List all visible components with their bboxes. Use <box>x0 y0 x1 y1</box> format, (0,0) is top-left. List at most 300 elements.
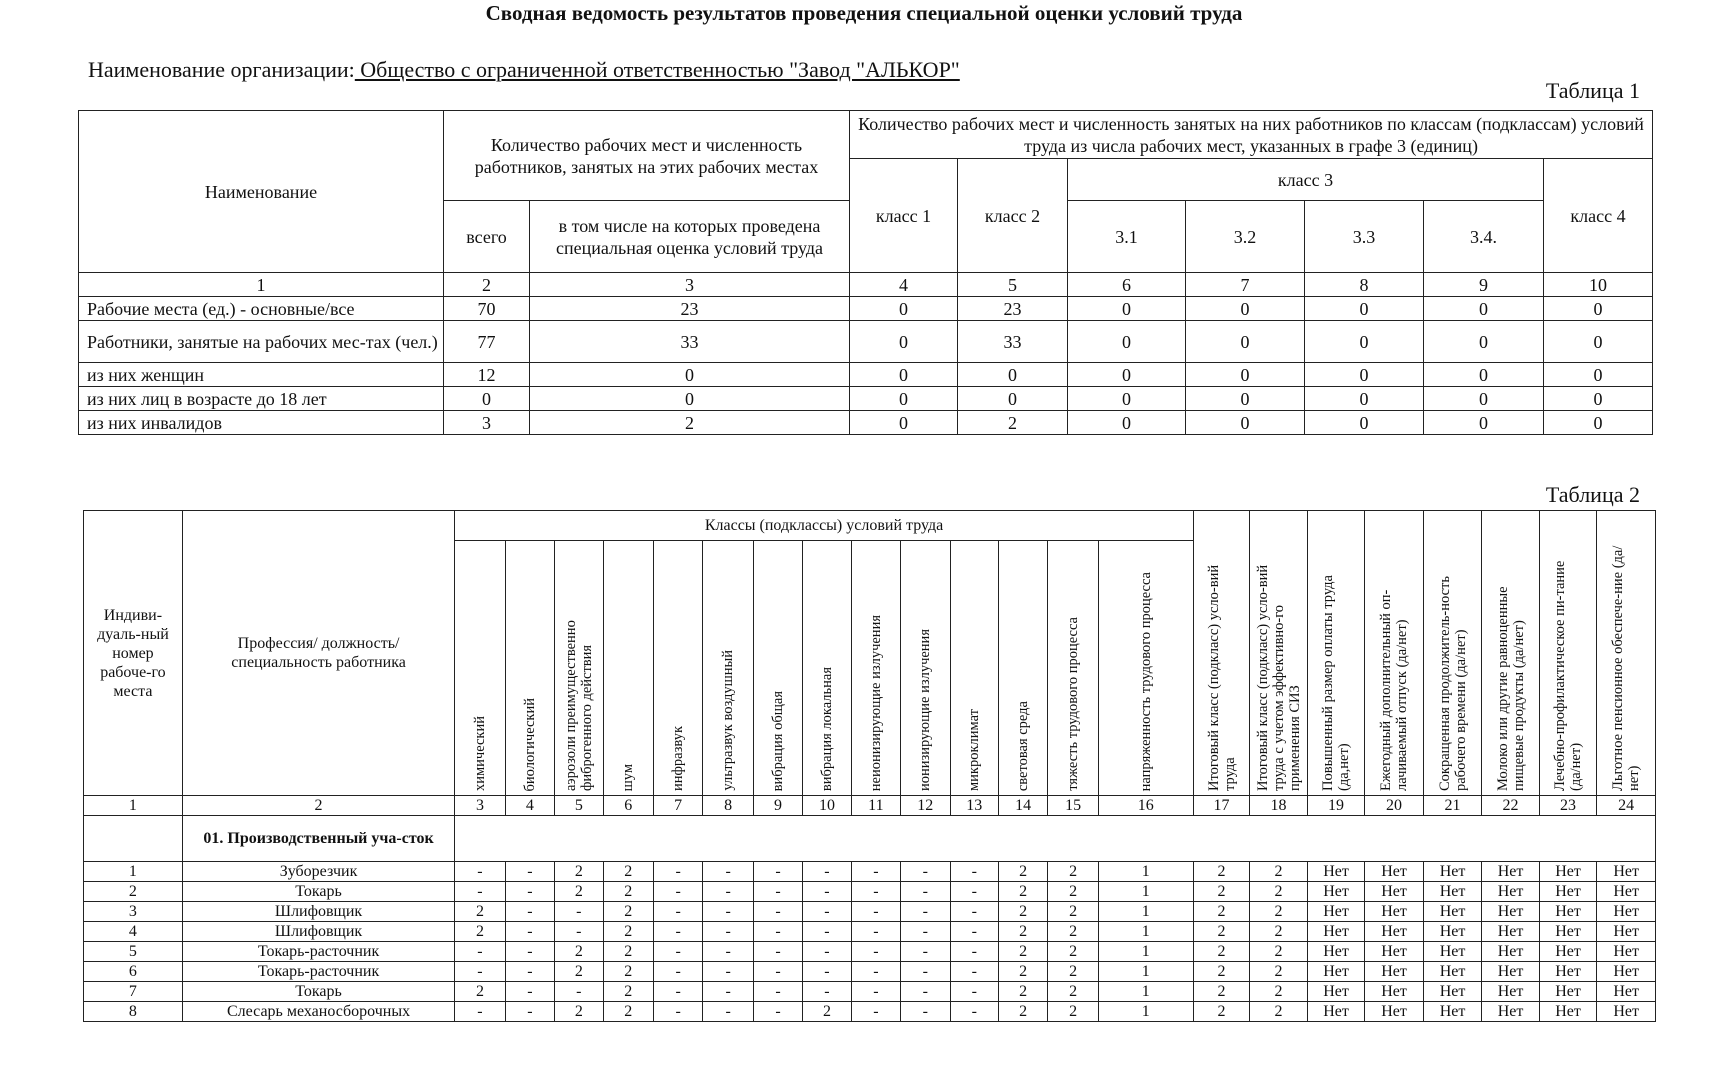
t1-cell: 0 <box>1186 363 1305 387</box>
t1-row <box>79 297 1653 321</box>
t2-header-factor-text: ионизирующие излучения <box>917 628 934 791</box>
t2-cell: - <box>851 1002 900 1022</box>
t2-cell: - <box>803 882 851 902</box>
t2-cell: Нет <box>1423 982 1482 1002</box>
t2-cell: Нет <box>1539 962 1597 982</box>
t1-cell: 0 <box>1186 321 1305 363</box>
t2-col-number: 10 <box>803 796 851 816</box>
t2-row <box>84 942 1656 962</box>
t1-cell: 12 <box>444 363 530 387</box>
t1-cell: 33 <box>530 321 850 363</box>
t2-header-factor <box>803 541 851 796</box>
t2-cell: - <box>901 942 950 962</box>
t2-col-number: 16 <box>1098 796 1193 816</box>
t2-header-extra <box>1482 511 1540 796</box>
t2-row-id: 3 <box>84 902 183 922</box>
t2-cell: - <box>653 962 702 982</box>
t2-cell: - <box>851 942 900 962</box>
t2-cell: 2 <box>998 902 1047 922</box>
t1-cell: 0 <box>850 297 958 321</box>
t1-cell: 0 <box>850 411 958 435</box>
t2-header-profession: Профессия/ должность/ специальность работника <box>182 511 454 796</box>
t2-col-number: 20 <box>1365 796 1424 816</box>
t2-col-number: 22 <box>1482 796 1540 816</box>
document-title: Сводная ведомость результатов проведения специальной оценки условий труда <box>485 1 1243 25</box>
t2-cell: 2 <box>1250 862 1308 882</box>
t2-cell: 2 <box>1048 962 1098 982</box>
t2-cell: - <box>703 1002 753 1022</box>
t2-header-extra <box>1597 511 1656 796</box>
t2-cell: - <box>753 862 802 882</box>
t2-cell: 2 <box>603 922 653 942</box>
t2-cell: - <box>653 1002 702 1022</box>
t2-header-factor <box>455 541 505 796</box>
t2-cell: 2 <box>603 1002 653 1022</box>
t1-row-name: Рабочие места (ед.) - основные/все <box>79 297 444 321</box>
t2-row-id: 5 <box>84 942 183 962</box>
t1-cell: 0 <box>850 321 958 363</box>
t2-cell: - <box>803 922 851 942</box>
t1-cell: 3 <box>444 411 530 435</box>
t1-cell: 0 <box>1068 321 1186 363</box>
t2-cell: 2 <box>1193 902 1249 922</box>
t2-cell: - <box>901 882 950 902</box>
t2-cell: - <box>653 942 702 962</box>
t2-cell: 2 <box>1193 882 1249 902</box>
t2-header-extra-text: Ежегодный дополнительный оп-лачиваемый отпуск (да/нет) <box>1378 589 1411 791</box>
t2-cell: Нет <box>1307 922 1365 942</box>
t2-header-extra-text: Сокращенная продолжитель-ность рабочего времени (да/нет) <box>1436 575 1469 791</box>
t1-header-c33: 3.3 <box>1305 201 1424 273</box>
t2-header-factor <box>753 541 802 796</box>
t2-row-id: 8 <box>84 1002 183 1022</box>
t2-cell: 2 <box>1250 882 1308 902</box>
t2-cell: Нет <box>1365 922 1424 942</box>
t2-row <box>84 982 1656 1002</box>
t2-header-factor <box>998 541 1047 796</box>
t2-cell: - <box>703 922 753 942</box>
t2-header-factor-text: аэрозоли преимущественно фиброгенного действия <box>562 620 595 791</box>
t2-cell: Нет <box>1423 1002 1482 1022</box>
t2-cell: - <box>803 902 851 922</box>
t2-cell: 2 <box>603 962 653 982</box>
t2-cell: - <box>950 862 998 882</box>
t2-cell: - <box>653 882 702 902</box>
t2-header-factor <box>703 541 753 796</box>
t2-cell: 2 <box>998 982 1047 1002</box>
t2-header-factor <box>603 541 653 796</box>
t2-cell: 1 <box>1098 922 1193 942</box>
t1-cell: 0 <box>1544 321 1653 363</box>
t2-col-number: 4 <box>505 796 554 816</box>
t2-cell: Нет <box>1365 1002 1424 1022</box>
t2-cell: - <box>950 982 998 1002</box>
t2-cell: - <box>703 942 753 962</box>
t2-section-empty-id <box>84 816 183 862</box>
t1-cell: 0 <box>958 363 1068 387</box>
t2-cell: - <box>901 862 950 882</box>
t2-header-factor-text: инфразвук <box>670 726 687 791</box>
t2-cell: 2 <box>998 962 1047 982</box>
t2-cell: - <box>901 962 950 982</box>
t2-row-id: 6 <box>84 962 183 982</box>
t1-cell: 0 <box>1305 363 1424 387</box>
t2-row-profession: Шлифовщик <box>182 902 454 922</box>
t2-row-id: 7 <box>84 982 183 1002</box>
t2-header-factor-text: микроклимат <box>966 709 983 791</box>
t2-col-number: 13 <box>950 796 998 816</box>
t2-cell: - <box>950 902 998 922</box>
t1-header-c32: 3.2 <box>1186 201 1305 273</box>
t2-cell: 2 <box>1193 942 1249 962</box>
t2-row <box>84 962 1656 982</box>
t2-header-factor-text: вибрация общая <box>770 690 787 791</box>
t2-cell: - <box>505 882 554 902</box>
t2-cell: 2 <box>603 902 653 922</box>
organization-line <box>88 56 960 84</box>
t2-cell: Нет <box>1539 1002 1597 1022</box>
t2-cell: 2 <box>1250 962 1308 982</box>
t1-col-number: 9 <box>1424 273 1544 297</box>
t2-header-extra <box>1539 511 1597 796</box>
t1-row-name: Работники, занятые на рабочих мес-тах (чел.) <box>79 321 444 363</box>
t2-cell: Нет <box>1307 962 1365 982</box>
t1-row <box>79 411 1653 435</box>
t2-cell: 2 <box>1250 902 1308 922</box>
t2-row-profession: Токарь <box>182 982 454 1002</box>
t2-cell: Нет <box>1482 882 1540 902</box>
t2-header-factor-text: напряженность трудового процесса <box>1137 571 1154 791</box>
t2-cell: Нет <box>1423 882 1482 902</box>
t2-cell: Нет <box>1482 982 1540 1002</box>
t1-cell: 0 <box>1424 387 1544 411</box>
t2-header-extra <box>1423 511 1482 796</box>
t2-cell: Нет <box>1482 962 1540 982</box>
t2-cell: - <box>455 962 505 982</box>
t2-cell: - <box>851 982 900 1002</box>
t2-cell: 2 <box>998 882 1047 902</box>
t2-cell: - <box>703 862 753 882</box>
t1-cell: 0 <box>1068 363 1186 387</box>
t2-cell: - <box>455 942 505 962</box>
t2-cell: 2 <box>1193 1002 1249 1022</box>
t2-cell: - <box>803 982 851 1002</box>
t2-header-factor-text: шум <box>620 763 637 791</box>
t2-row <box>84 902 1656 922</box>
t1-row <box>79 321 1653 363</box>
t2-row-profession: Слесарь механосборочных <box>182 1002 454 1022</box>
t2-cell: 2 <box>998 862 1047 882</box>
t2-header-extra-text: Итоговый класс (подкласс) усло-вий труда <box>1205 564 1238 791</box>
t2-col-number: 18 <box>1250 796 1308 816</box>
t2-cell: 2 <box>1048 942 1098 962</box>
t2-col-number: 15 <box>1048 796 1098 816</box>
t1-cell: 0 <box>958 387 1068 411</box>
t2-cell: Нет <box>1482 1002 1540 1022</box>
t2-cell: - <box>505 962 554 982</box>
t2-col-number: 17 <box>1193 796 1249 816</box>
t2-header-factor-text: световая среда <box>1015 700 1032 791</box>
t1-cell: 0 <box>1305 411 1424 435</box>
t2-cell: Нет <box>1539 922 1597 942</box>
t2-header-extra <box>1307 511 1365 796</box>
t2-cell: Нет <box>1597 902 1656 922</box>
t1-row <box>79 363 1653 387</box>
t2-cell: - <box>555 982 603 1002</box>
t2-cell: Нет <box>1597 962 1656 982</box>
t2-cell: 1 <box>1098 1002 1193 1022</box>
t2-cell: Нет <box>1597 942 1656 962</box>
t2-row-profession: Токарь-расточник <box>182 942 454 962</box>
t2-cell: Нет <box>1365 862 1424 882</box>
t2-header-factor-text: химический <box>471 715 488 791</box>
t1-cell: 0 <box>1305 387 1424 411</box>
t2-cell: - <box>653 902 702 922</box>
t2-cell: Нет <box>1365 882 1424 902</box>
summary-table <box>78 110 1653 435</box>
t2-cell: Нет <box>1307 982 1365 1002</box>
t2-col-number: 9 <box>753 796 802 816</box>
t2-cell: Нет <box>1307 1002 1365 1022</box>
t1-col-number: 6 <box>1068 273 1186 297</box>
t1-col-number: 1 <box>79 273 444 297</box>
t2-cell: Нет <box>1423 862 1482 882</box>
t2-cell: - <box>653 982 702 1002</box>
t2-cell: - <box>901 982 950 1002</box>
t2-cell: - <box>851 922 900 942</box>
t2-cell: 2 <box>603 942 653 962</box>
t1-cell: 0 <box>1424 297 1544 321</box>
t2-header-extra-text: Льготное пенсионное обеспече-ние (да/нет) <box>1610 545 1643 791</box>
t2-cell: - <box>653 862 702 882</box>
t2-cell: Нет <box>1423 962 1482 982</box>
t1-cell: 0 <box>1186 411 1305 435</box>
t2-cell: 2 <box>1048 922 1098 942</box>
t2-cell: Нет <box>1423 922 1482 942</box>
t2-cell: - <box>851 862 900 882</box>
t2-header-extra-text: Повышенный размер оплаты труда (да,нет) <box>1320 575 1353 791</box>
t2-cell: 2 <box>603 862 653 882</box>
t2-column-numbers <box>84 796 1656 816</box>
t2-cell: - <box>703 982 753 1002</box>
t2-cell: - <box>505 1002 554 1022</box>
t2-col-number: 24 <box>1597 796 1656 816</box>
t2-cell: - <box>505 862 554 882</box>
t2-cell: 2 <box>1193 922 1249 942</box>
t1-cell: 70 <box>444 297 530 321</box>
t2-cell: Нет <box>1482 902 1540 922</box>
t2-cell: Нет <box>1423 902 1482 922</box>
t2-header-factor-text: неионизирующие излучения <box>867 614 884 791</box>
t1-cell: 0 <box>1424 411 1544 435</box>
t2-col-number: 23 <box>1539 796 1597 816</box>
t1-cell: 0 <box>444 387 530 411</box>
t1-cell: 0 <box>1305 321 1424 363</box>
t2-header-factor <box>653 541 702 796</box>
t2-cell: 2 <box>1048 1002 1098 1022</box>
t2-section-empty <box>455 816 1656 862</box>
t2-cell: 2 <box>998 942 1047 962</box>
t2-cell: 1 <box>1098 882 1193 902</box>
t1-row <box>79 387 1653 411</box>
t2-cell: Нет <box>1597 882 1656 902</box>
t2-header-id: Индиви-дуаль-ный номер рабоче-го места <box>84 511 183 796</box>
t1-cell: 0 <box>1544 411 1653 435</box>
t1-row-name: из них инвалидов <box>79 411 444 435</box>
table1-caption: Таблица 1 <box>1545 78 1640 103</box>
t2-cell: Нет <box>1365 982 1424 1002</box>
t2-cell: 2 <box>555 942 603 962</box>
t2-cell: - <box>455 882 505 902</box>
t2-cell: - <box>753 942 802 962</box>
t2-cell: - <box>753 882 802 902</box>
t2-cell: - <box>653 922 702 942</box>
t2-header-factor <box>851 541 900 796</box>
t1-cell: 0 <box>1544 363 1653 387</box>
t2-cell: - <box>950 942 998 962</box>
t2-cell: 2 <box>1048 862 1098 882</box>
t2-cell: 2 <box>1250 942 1308 962</box>
t1-header-group-b: Количество рабочих мест и численность занятых на них работников по классам (подклассам) условий труда из числа рабочих мест, указанных в графе 3 (единиц) <box>850 111 1653 159</box>
t2-cell: 2 <box>603 982 653 1002</box>
t1-cell: 0 <box>1068 297 1186 321</box>
t2-cell: - <box>950 1002 998 1022</box>
t2-cell: Нет <box>1365 962 1424 982</box>
t1-col-number: 3 <box>530 273 850 297</box>
t2-cell: Нет <box>1365 942 1424 962</box>
t2-cell: 2 <box>555 1002 603 1022</box>
t1-cell: 0 <box>850 363 958 387</box>
t2-cell: 2 <box>1048 902 1098 922</box>
t1-col-number: 8 <box>1305 273 1424 297</box>
t2-cell: - <box>803 962 851 982</box>
t2-header-factor <box>505 541 554 796</box>
t2-cell: 1 <box>1098 862 1193 882</box>
t1-cell: 0 <box>530 363 850 387</box>
t1-cell: 0 <box>1186 297 1305 321</box>
organization-label: Наименование организации: <box>88 57 355 82</box>
t2-cell: - <box>950 882 998 902</box>
t1-cell: 0 <box>1186 387 1305 411</box>
t2-cell: Нет <box>1539 882 1597 902</box>
t1-cell: 33 <box>958 321 1068 363</box>
t2-col-number: 19 <box>1307 796 1365 816</box>
t2-header-extra <box>1365 511 1424 796</box>
t2-cell: Нет <box>1307 882 1365 902</box>
t2-cell: 2 <box>1250 922 1308 942</box>
t2-row <box>84 1002 1656 1022</box>
t2-header-factor <box>555 541 603 796</box>
t2-cell: - <box>901 922 950 942</box>
t2-cell: Нет <box>1307 862 1365 882</box>
t2-cell: - <box>555 922 603 942</box>
t1-row-name: из них женщин <box>79 363 444 387</box>
t2-header-extra-text: Молоко или другие равноценные пищевые продукты (да/нет) <box>1494 586 1527 791</box>
t1-cell: 0 <box>1305 297 1424 321</box>
t2-cell: 2 <box>455 982 505 1002</box>
t2-cell: - <box>455 1002 505 1022</box>
workplaces-table <box>83 510 1656 1022</box>
t2-row-profession: Шлифовщик <box>182 922 454 942</box>
t2-cell: - <box>505 902 554 922</box>
t2-cell: Нет <box>1597 982 1656 1002</box>
t2-cell: Нет <box>1482 942 1540 962</box>
t1-cell: 2 <box>530 411 850 435</box>
t1-cell: 0 <box>1544 387 1653 411</box>
t2-cell: Нет <box>1539 982 1597 1002</box>
t1-cell: 0 <box>1424 363 1544 387</box>
t2-header-factor-text: биологический <box>521 697 538 791</box>
t2-cell: Нет <box>1597 862 1656 882</box>
t2-cell: Нет <box>1539 942 1597 962</box>
t1-col-number: 5 <box>958 273 1068 297</box>
t2-cell: - <box>901 1002 950 1022</box>
t2-header-factor <box>1048 541 1098 796</box>
t2-header-factor-text: вибрация локальная <box>818 666 835 791</box>
t2-col-number: 14 <box>998 796 1047 816</box>
t2-cell: 1 <box>1098 902 1193 922</box>
t2-header-classes-group: Классы (подклассы) условий труда <box>455 511 1194 541</box>
t2-col-number: 7 <box>653 796 702 816</box>
t2-cell: - <box>851 962 900 982</box>
t2-cell: - <box>950 962 998 982</box>
t2-cell: 2 <box>1250 1002 1308 1022</box>
t2-header-extra <box>1193 511 1249 796</box>
t2-row <box>84 862 1656 882</box>
t1-cell: 2 <box>958 411 1068 435</box>
organization-name: Общество с ограниченной ответственностью "Завод "АЛЬКОР" <box>354 57 960 82</box>
t2-cell: - <box>703 882 753 902</box>
t2-cell: - <box>803 942 851 962</box>
t1-header-c34: 3.4. <box>1424 201 1544 273</box>
t2-row <box>84 882 1656 902</box>
t2-cell: - <box>703 962 753 982</box>
t2-cell: 2 <box>803 1002 851 1022</box>
t2-cell: Нет <box>1307 902 1365 922</box>
t2-cell: - <box>803 862 851 882</box>
t2-col-number: 2 <box>182 796 454 816</box>
t2-section-title: 01. Производственный уча-сток <box>182 816 454 862</box>
t2-col-number: 5 <box>555 796 603 816</box>
t2-header-factor <box>950 541 998 796</box>
t2-header-factor <box>1098 541 1193 796</box>
t2-cell: - <box>703 902 753 922</box>
t2-cell: 2 <box>555 882 603 902</box>
t2-cell: - <box>950 922 998 942</box>
t1-col-number: 10 <box>1544 273 1653 297</box>
t1-cell: 0 <box>1544 297 1653 321</box>
t2-cell: Нет <box>1482 922 1540 942</box>
t2-cell: 1 <box>1098 942 1193 962</box>
t2-cell: 2 <box>455 902 505 922</box>
t2-col-number: 21 <box>1423 796 1482 816</box>
t2-cell: - <box>753 922 802 942</box>
t2-header-factor-text: тяжесть трудового процесса <box>1065 617 1082 791</box>
t2-col-number: 3 <box>455 796 505 816</box>
t2-cell: - <box>753 1002 802 1022</box>
t1-col-number: 7 <box>1186 273 1305 297</box>
t1-header-c31: 3.1 <box>1068 201 1186 273</box>
t2-cell: 2 <box>603 882 653 902</box>
t2-header-factor <box>901 541 950 796</box>
t2-col-number: 6 <box>603 796 653 816</box>
t2-cell: 2 <box>455 922 505 942</box>
t2-cell: Нет <box>1307 942 1365 962</box>
t1-cell: 23 <box>958 297 1068 321</box>
t2-cell: 2 <box>1048 882 1098 902</box>
t2-col-number: 11 <box>851 796 900 816</box>
t2-cell: - <box>455 862 505 882</box>
